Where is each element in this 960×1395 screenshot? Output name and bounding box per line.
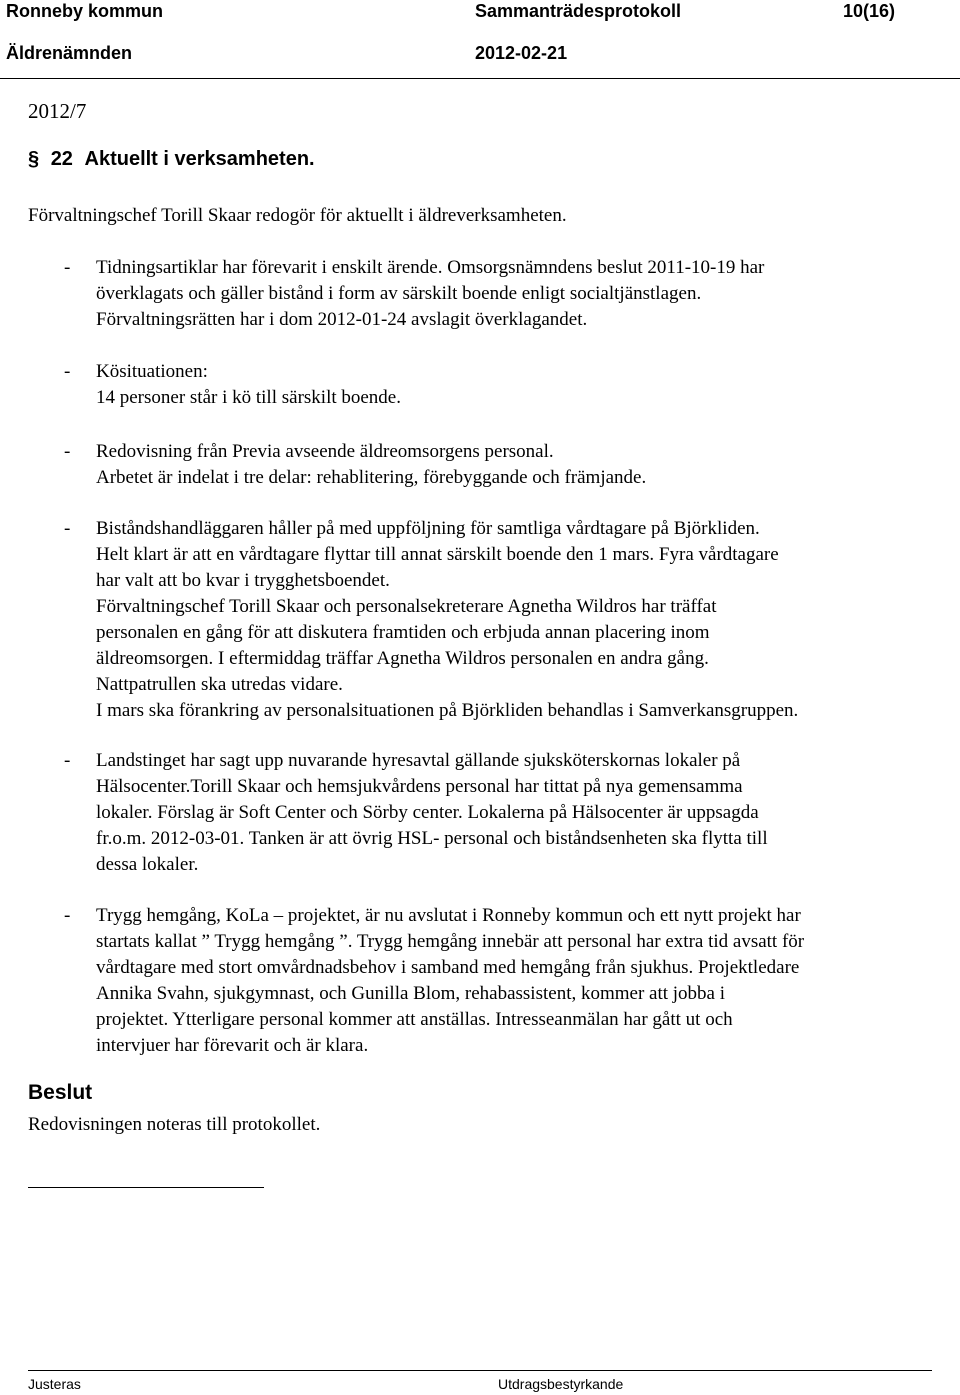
section-title: Aktuellt i verksamheten. (84, 148, 315, 170)
board-name: Äldrenämnden (6, 43, 133, 63)
list-item-text (96, 439, 946, 491)
list-item-text (96, 748, 946, 878)
text-line: Trygg hemgång, KoLa – projektet, är nu avslutat i Ronneby kommun och ett nytt projekt har (96, 905, 801, 926)
footer-utdragsbestyrkande: Utdragsbestyrkande (498, 1376, 624, 1392)
text-line: Biståndshandläggaren håller på med uppföljning för samtliga vårdtagare på Björkliden. (96, 518, 760, 539)
footer-divider (28, 1370, 932, 1371)
text-line: Förvaltningsrätten har i dom 2012-01-24 avslagit överklagandet. (96, 309, 588, 330)
text-line: personalen en gång för att diskutera framtiden och erbjuda annan placering inom (96, 622, 710, 643)
text-line: Annika Svahn, sjukgymnast, och Gunilla Blom, rehabassistent, kommer att jobba i (96, 983, 726, 1004)
text-line: lokaler. Förslag är Soft Center och Sörby center. Lokalerna på Hälsocenter är uppsagda (96, 802, 759, 823)
decision-text: Redovisningen noteras till protokollet. (28, 1114, 321, 1135)
footer-justeras: Justeras (28, 1376, 81, 1392)
bullet-marker: - (64, 441, 71, 462)
text-line: 14 personer står i kö till särskilt boende. (96, 387, 401, 408)
meeting-date: 2012-02-21 (475, 43, 568, 63)
text-line: Hälsocenter.Torill Skaar och hemsjukvårdens personal har tittat på nya gemensamma (96, 776, 743, 797)
text-line: Förvaltningschef Torill Skaar och personalsekreterare Agnetha Wildros har träffat (96, 596, 717, 617)
bullet-marker: - (64, 257, 71, 278)
organization-name: Ronneby kommun (6, 1, 164, 21)
list-item-text (96, 255, 946, 333)
text-line: intervjuer har förevarit och är klara. (96, 1035, 369, 1056)
list-item-text (96, 903, 946, 1059)
text-line: Helt klart är att en vårdtagare flyttar till annat särskilt boende den 1 mars. Fyra vårdtagare (96, 544, 779, 565)
intro-text: Förvaltningschef Torill Skaar redogör för aktuellt i äldreverksamheten. (28, 205, 567, 226)
text-line: Tidningsartiklar har förevarit i enskilt ärende. Omsorgsnämndens beslut 2011-10-19 har (96, 257, 765, 278)
text-line: Redovisning från Previa avseende äldreomsorgens personal. (96, 441, 554, 462)
text-line: Kösituationen: (96, 361, 208, 382)
text-line: I mars ska förankring av personalsituationen på Björkliden behandlas i Samverkansgruppen. (96, 700, 799, 721)
text-line: vårdtagare med stort omvårdnadsbehov i samband med hemgång från sjukhus. Projektledare (96, 957, 800, 978)
bullet-marker: - (64, 750, 71, 771)
text-line: projektet. Ytterligare personal kommer att anställas. Intresseanmälan har gått ut och (96, 1009, 733, 1030)
text-line: har valt att bo kvar i trygghetsboendet. (96, 570, 390, 591)
decision-heading: Beslut (28, 1081, 93, 1104)
bullet-marker: - (64, 905, 71, 926)
section-sign-icon: § (28, 148, 40, 170)
signature-line (28, 1187, 264, 1188)
list-item-text (96, 516, 946, 724)
text-line: äldreomsorgen. I eftermiddag träffar Agnetha Wildros personalen en andra gång. (96, 648, 709, 669)
text-line: Landstinget har sagt upp nuvarande hyresavtal gällande sjuksköterskornas lokaler på (96, 750, 741, 771)
text-line: fr.o.m. 2012-03-01. Tanken är att övrig HSL- personal och biståndsenheten ska flytta till (96, 828, 768, 849)
section-number: 22 (50, 148, 73, 170)
list-item-text (96, 359, 946, 411)
header-divider (0, 78, 960, 79)
text-line: Arbetet är indelat i tre delar: rehablitering, förebyggande och främjande. (96, 467, 647, 488)
document-type: Sammanträdesprotokoll (475, 1, 682, 21)
text-line: dessa lokaler. (96, 854, 199, 875)
bullet-marker: - (64, 361, 71, 382)
bullet-marker: - (64, 518, 71, 539)
section-heading (28, 146, 315, 172)
page-number: 10(16) (843, 1, 896, 21)
text-line: startats kallat ” Trygg hemgång ”. Trygg hemgång innebär att personal har extra tid avsatt för (96, 931, 805, 952)
text-line: Nattpatrullen ska utredas vidare. (96, 674, 343, 695)
case-number: 2012/7 (28, 99, 87, 123)
text-line: överklagats och gäller bistånd i form av särskilt boende enligt socialtjänstlagen. (96, 283, 702, 304)
